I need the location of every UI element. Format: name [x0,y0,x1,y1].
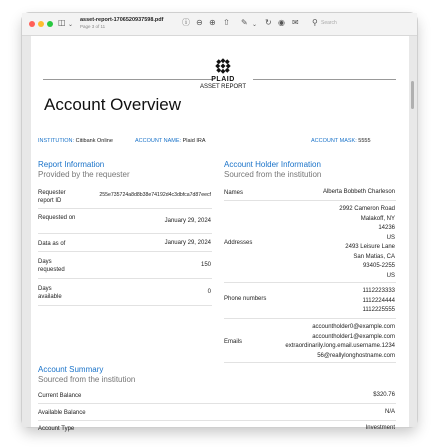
header-rule-left [43,79,213,80]
account-mask-value: 5555 [358,138,371,144]
account-name-value: Plaid IRA [182,138,206,144]
emails-list [254,323,395,361]
form-fill-icon[interactable]: ✉ [292,18,299,27]
row-divider [38,420,396,421]
phone-number: 1112223333 [362,288,395,294]
email-address: 56@reallylonghostname.com [317,352,395,359]
current-balance-value: $320.76 [373,392,395,398]
row-divider [38,278,212,279]
addresses-list [294,205,395,281]
emails-label: Emails [224,339,243,345]
holder-info-heading: Account Holder Information [224,160,321,169]
zoom-out-icon[interactable]: ⊖ [196,18,203,27]
page-indicator: Page 3 of 11 [80,24,106,29]
holder-info-subheading: Sourced from the institution [224,170,322,179]
addresses-label: Addresses [224,240,253,246]
document-filename: asset-report-1706520937598.pdf [80,17,164,23]
requester-report-id-label: Requester report ID [38,190,66,204]
requested-on-value: January 29, 2024 [164,218,211,224]
search-icon: ⚲ [312,18,318,27]
row-divider [38,305,212,306]
pdf-page [31,36,409,432]
vertical-scrollbar[interactable] [411,81,414,109]
address-line: 93405-2255 [362,263,395,269]
phone-number: 1112225555 [362,307,395,313]
address-line: San Matias, CA [353,253,395,260]
rotate-icon[interactable]: ↻ [265,18,272,27]
institution-line [38,138,113,144]
address-line: 2493 Leisure Lane [345,244,395,250]
page-title: Account Overview [44,95,181,114]
search-placeholder: Search [321,20,337,26]
address-line: Malakoff, NY [360,215,395,222]
account-type-value: Investment [365,425,395,431]
row-divider [38,403,396,404]
email-address: accountholder0@example.com [312,324,395,330]
brand-name: PLAID [211,76,235,83]
address-line: US [386,272,395,279]
row-divider [224,282,396,283]
email-address: extraordinarily.long.email.username.1234 [285,343,395,349]
data-as-of-value: January 29, 2024 [164,240,211,246]
names-label: Names [224,190,244,196]
minimize-window-button[interactable] [38,21,44,27]
available-balance-value: N/A [384,409,395,415]
days-available-label: Days available [38,286,62,300]
row-divider [224,318,396,319]
names-value: Alberta Bobbeth Charleson [322,189,395,195]
data-as-of-label: Data as of [38,241,66,247]
report-info-heading: Report Information [38,160,105,169]
account-name-label: ACCOUNT NAME: [135,138,182,144]
row-divider [38,233,212,234]
institution-label: INSTITUTION: [38,138,75,144]
brand-subtitle: ASSET REPORT [199,84,247,90]
account-mask-line [311,138,371,144]
row-divider [38,251,212,252]
address-line: US [386,234,395,241]
row-divider [38,208,212,209]
requester-report-id-value: 255e735724a8d8b38e74192d4c3dbfca7d87eecf [99,192,211,198]
account-type-label: Account Type [38,426,75,432]
phone-number: 1112224444 [362,297,395,304]
account-summary-subheading: Sourced from the institution [38,375,136,384]
available-balance-label: Available Balance [38,410,86,416]
header-rule-right [253,79,396,80]
zoom-in-icon[interactable]: ⊕ [209,18,216,27]
plaid-logo-icon [215,58,231,74]
toolbar [22,13,417,36]
phone-numbers-label: Phone numbers [224,296,267,302]
search-field[interactable] [312,18,412,29]
document-area[interactable] [22,36,417,432]
close-window-button[interactable] [29,21,35,27]
account-summary-heading: Account Summary [38,365,104,374]
days-available-value: 0 [207,289,211,295]
zoom-window-button[interactable] [47,21,53,27]
row-divider [224,362,396,363]
phone-numbers-list [294,287,395,316]
current-balance-label: Current Balance [38,393,82,399]
requested-on-label: Requested on [38,215,76,221]
address-line: 2992 Cameron Road [339,206,395,212]
account-mask-label: ACCOUNT MASK: [311,138,357,144]
highlight-icon[interactable]: ◉ [278,18,285,27]
days-requested-label: Days requested [38,259,65,273]
row-divider [224,200,396,201]
markup-pen-icon[interactable]: ✎ [241,18,248,27]
info-icon[interactable]: ⓘ [182,18,190,27]
markup-menu-chevron-icon[interactable]: ⌄ [252,21,258,28]
share-icon[interactable]: ⇧ [223,18,230,27]
report-info-subheading: Provided by the requester [38,170,130,179]
days-requested-value: 150 [200,262,211,268]
account-name-line [135,138,206,144]
address-line: 14236 [378,225,395,231]
institution-value: Citibank Online [75,138,113,144]
email-address: accountholder1@example.com [312,333,395,340]
pdf-viewer-window [22,13,417,432]
chevron-down-icon[interactable]: ⌄ [68,21,74,28]
sidebar-toggle-icon[interactable]: ◫ [58,18,66,27]
